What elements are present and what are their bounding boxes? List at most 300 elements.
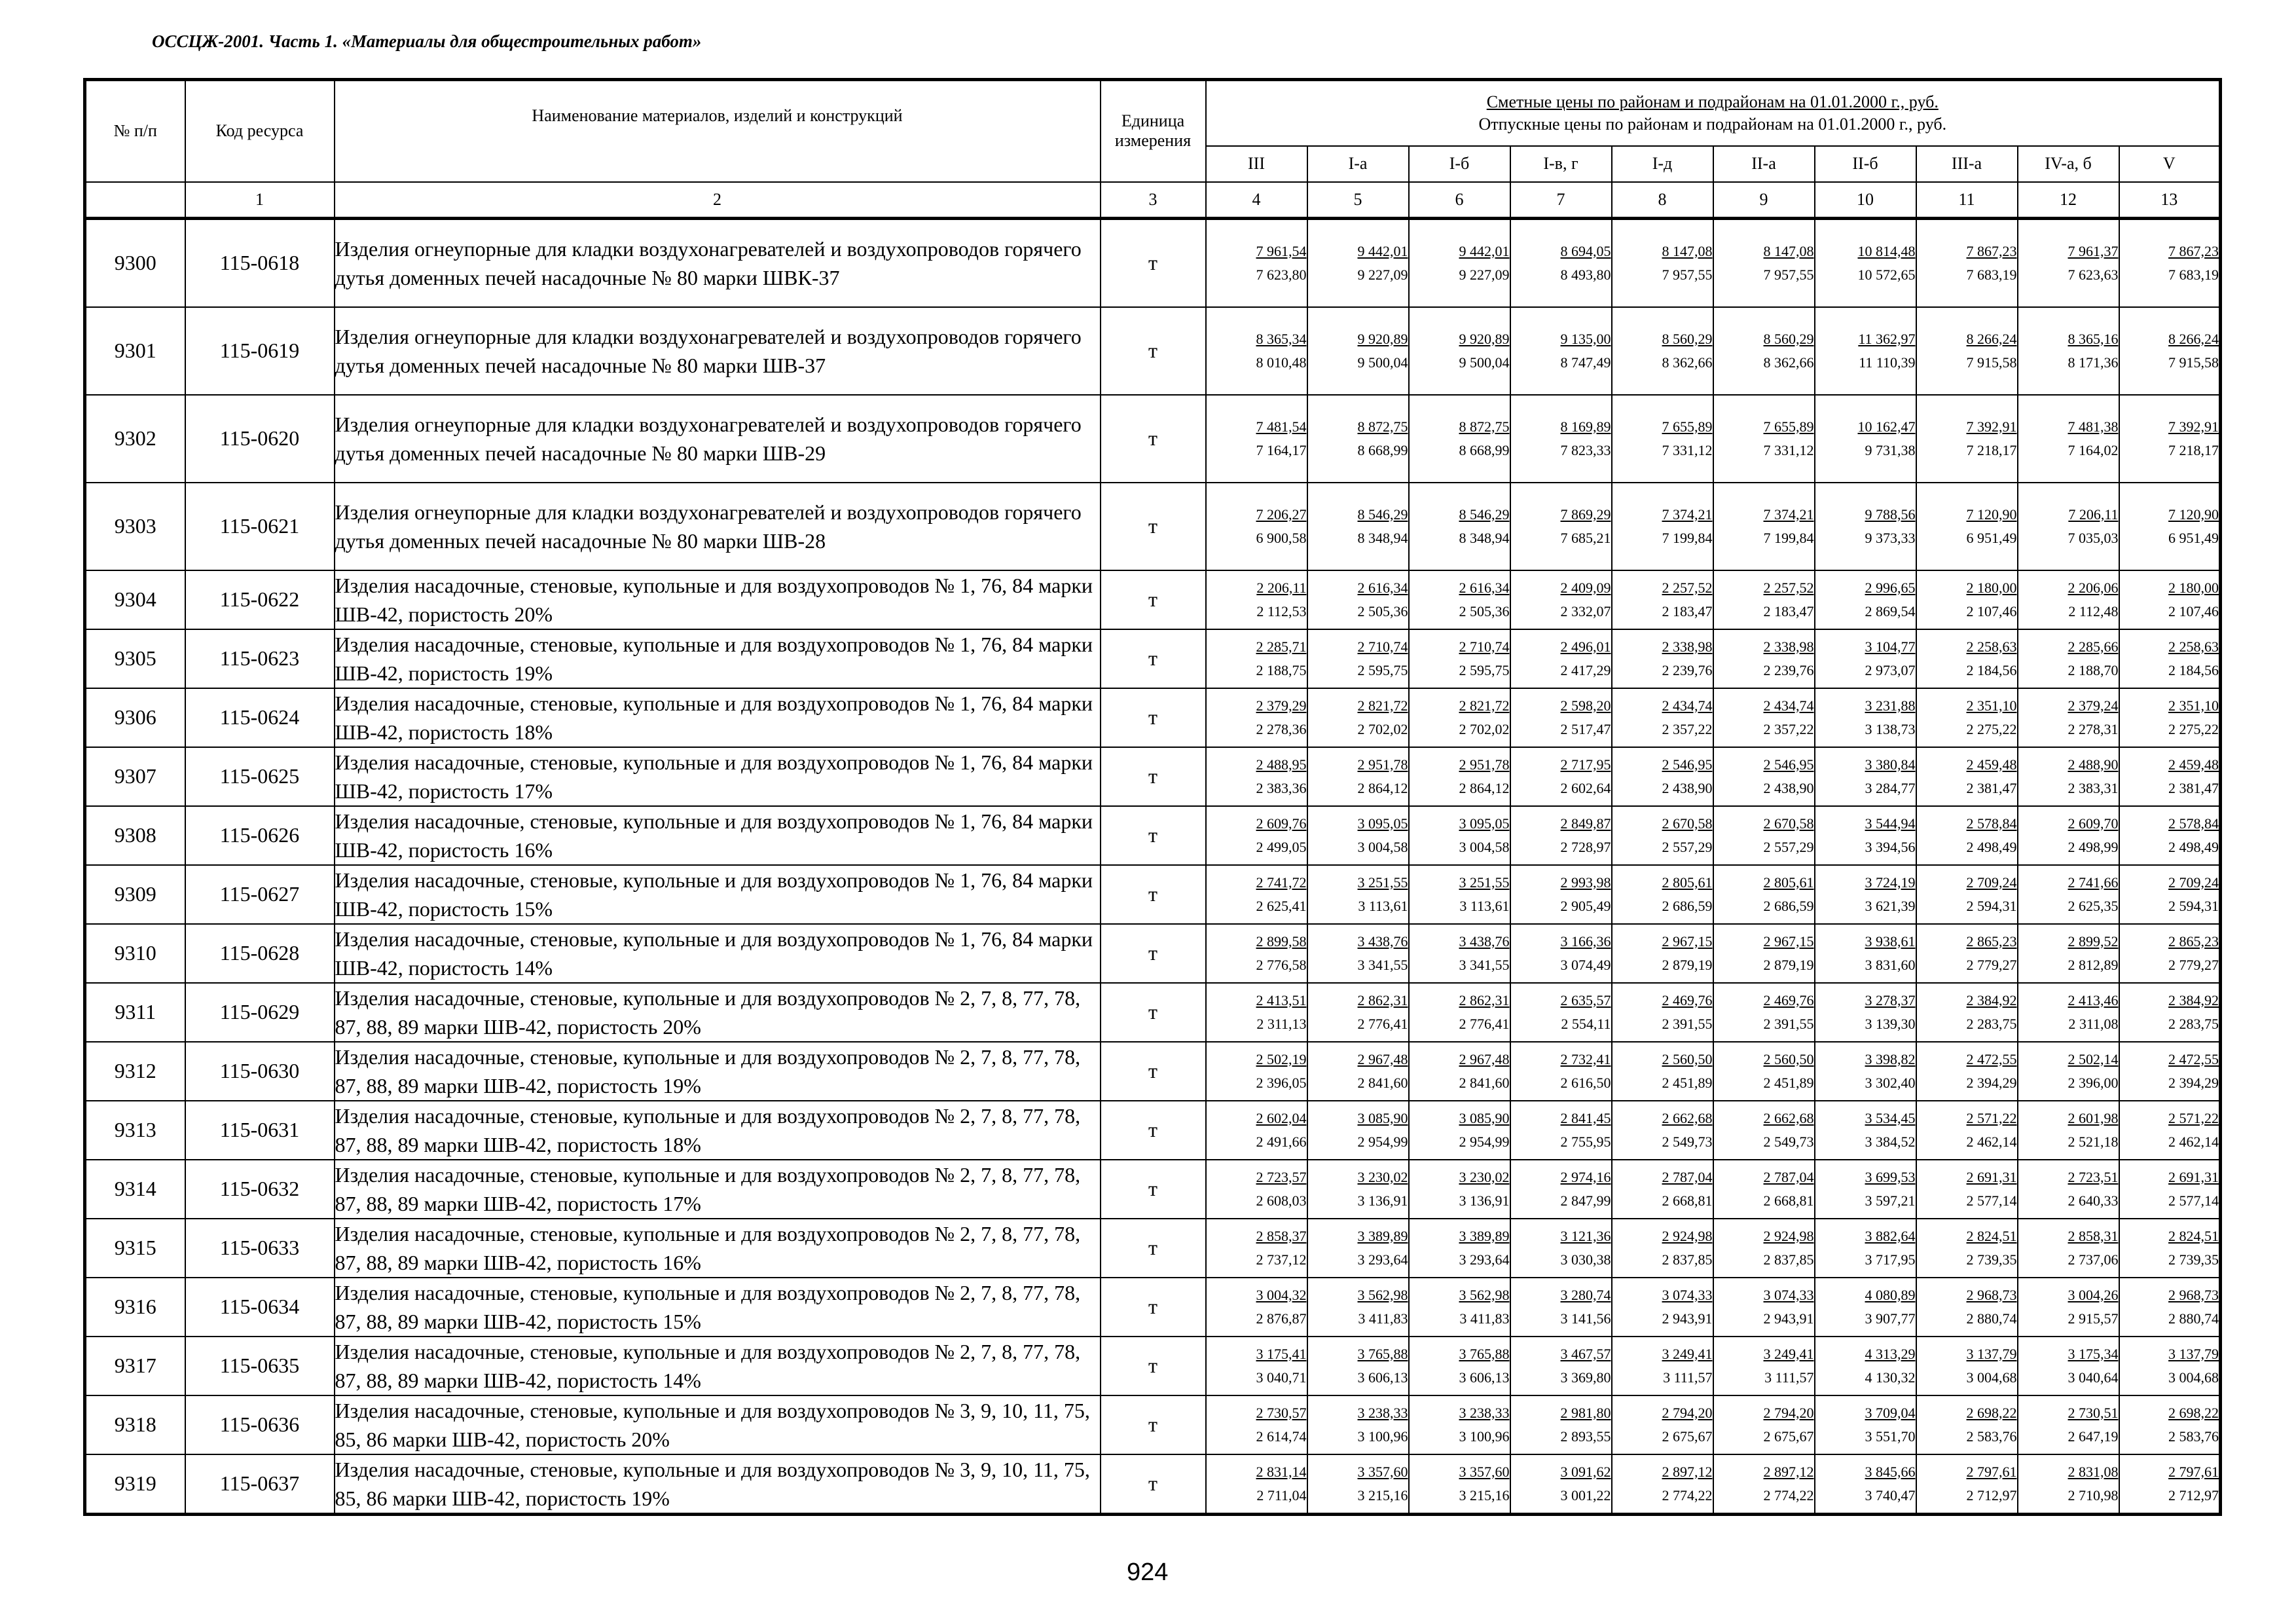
release-price: 2 311,08 <box>2068 1015 2119 1032</box>
release-price: 2 383,31 <box>2068 779 2119 796</box>
table-row <box>85 747 2221 806</box>
release-price: 2 879,19 <box>1763 956 1814 973</box>
release-price: 3 040,71 <box>1256 1369 1307 1386</box>
release-price: 2 357,22 <box>1662 720 1713 737</box>
estimated-price: 2 732,41 <box>1560 1050 1611 1067</box>
col-number: 4 <box>1206 182 1307 219</box>
material-name: Изделия насадочные, стеновые, купольные и для воздухопроводов № 2, 7, 8, 77, 78, 87, 88, 89 марки ШВ-42, пористость 17% <box>335 1160 1101 1219</box>
price-cell <box>1206 865 1307 924</box>
estimated-price: 2 206,11 <box>1256 579 1307 596</box>
estimated-price: 2 413,51 <box>1256 991 1307 1008</box>
price-cell <box>1307 218 1409 307</box>
price-cell <box>2119 395 2221 483</box>
header-region: II-а <box>1713 146 1815 182</box>
release-price: 3 411,83 <box>1459 1310 1510 1327</box>
estimated-price: 2 709,24 <box>2168 874 2219 891</box>
estimated-price: 8 872,75 <box>1459 418 1510 435</box>
estimated-price: 2 459,48 <box>2168 756 2219 773</box>
estimated-price: 2 821,72 <box>1459 697 1510 714</box>
col-number: 1 <box>185 182 335 219</box>
release-price: 2 557,29 <box>1763 838 1814 855</box>
estimated-price: 3 724,19 <box>1865 874 1916 891</box>
release-price: 2 394,29 <box>1966 1074 2017 1091</box>
row-number: 9307 <box>85 747 185 806</box>
release-price: 2 880,74 <box>2168 1310 2219 1327</box>
resource-code: 115-0625 <box>185 747 335 806</box>
row-number: 9312 <box>85 1042 185 1101</box>
release-price: 8 362,66 <box>1763 354 1814 371</box>
release-price: 3 394,56 <box>1865 838 1916 855</box>
release-price: 3 740,47 <box>1865 1486 1916 1504</box>
price-cell <box>1206 747 1307 806</box>
estimated-price: 2 469,76 <box>1662 991 1713 1008</box>
resource-code: 115-0619 <box>185 307 335 395</box>
col-number: 9 <box>1713 182 1815 219</box>
estimated-price: 2 924,98 <box>1662 1227 1713 1244</box>
release-price: 2 239,76 <box>1763 661 1814 678</box>
estimated-price: 2 206,06 <box>2068 579 2119 596</box>
release-price: 3 138,73 <box>1865 720 1916 737</box>
release-price: 2 779,27 <box>2168 956 2219 973</box>
release-price: 2 755,95 <box>1560 1133 1611 1150</box>
row-number: 9303 <box>85 483 185 570</box>
header-name: Наименование материалов, изделий и конструкций <box>335 80 1101 182</box>
material-name: Изделия насадочные, стеновые, купольные и для воздухопроводов № 1, 76, 84 марки ШВ-42, пористость 19% <box>335 629 1101 688</box>
unit-of-measure: т <box>1101 1337 1206 1395</box>
release-price: 3 111,57 <box>1663 1369 1713 1386</box>
price-cell <box>1307 806 1409 865</box>
release-price: 2 702,02 <box>1357 720 1408 737</box>
release-price: 2 583,76 <box>2168 1428 2219 1445</box>
price-cell <box>1612 747 1713 806</box>
price-cell <box>1510 747 1612 806</box>
price-cell <box>1409 1219 1510 1278</box>
price-cell <box>1510 1160 1612 1219</box>
header-unit: Единица измерения <box>1101 80 1206 182</box>
estimated-price: 2 730,57 <box>1256 1404 1307 1421</box>
release-price: 2 647,19 <box>2068 1428 2119 1445</box>
estimated-price: 2 967,15 <box>1662 932 1713 950</box>
release-price: 2 841,60 <box>1459 1074 1510 1091</box>
price-cell <box>1713 747 1815 806</box>
price-cell <box>1815 1337 1916 1395</box>
release-price: 7 957,55 <box>1763 266 1814 283</box>
row-number: 9316 <box>85 1278 185 1337</box>
resource-code: 115-0621 <box>185 483 335 570</box>
estimated-price: 8 872,75 <box>1357 418 1408 435</box>
price-cell <box>1307 629 1409 688</box>
price-cell <box>1916 1395 2018 1454</box>
release-price: 3 215,16 <box>1357 1486 1408 1504</box>
price-cell <box>1307 983 1409 1042</box>
estimated-price: 2 741,72 <box>1256 874 1307 891</box>
price-cell <box>1713 924 1815 983</box>
estimated-price: 3 230,02 <box>1459 1168 1510 1185</box>
release-price: 7 823,33 <box>1560 441 1611 458</box>
estimated-price: 2 662,68 <box>1763 1109 1814 1126</box>
estimated-price: 2 616,34 <box>1459 579 1510 596</box>
estimated-price: 2 821,72 <box>1357 697 1408 714</box>
release-price: 2 505,36 <box>1459 602 1510 619</box>
resource-code: 115-0623 <box>185 629 335 688</box>
release-price: 6 951,49 <box>1966 529 2017 546</box>
price-cell <box>2018 1395 2119 1454</box>
price-cell <box>1916 1337 2018 1395</box>
release-price: 2 595,75 <box>1357 661 1408 678</box>
estimated-price: 2 787,04 <box>1763 1168 1814 1185</box>
price-cell <box>1815 865 1916 924</box>
unit-of-measure: т <box>1101 629 1206 688</box>
price-cell <box>1409 395 1510 483</box>
price-cell <box>1510 1278 1612 1337</box>
header-region: I-в, г <box>1510 146 1612 182</box>
price-cell <box>1916 983 2018 1042</box>
release-price: 2 841,60 <box>1357 1074 1408 1091</box>
row-number: 9301 <box>85 307 185 395</box>
price-cell <box>1815 1454 1916 1515</box>
release-price: 2 739,35 <box>1966 1251 2017 1268</box>
price-cell <box>1916 865 2018 924</box>
price-cell <box>1916 1278 2018 1337</box>
estimated-price: 2 862,31 <box>1459 991 1510 1008</box>
estimated-price: 3 251,55 <box>1459 874 1510 891</box>
price-cell <box>1916 307 2018 395</box>
price-cell <box>1815 1042 1916 1101</box>
release-price: 2 188,75 <box>1256 661 1307 678</box>
release-price: 2 847,99 <box>1560 1192 1611 1209</box>
estimated-price: 3 074,33 <box>1763 1286 1814 1303</box>
release-price: 3 621,39 <box>1865 897 1916 914</box>
material-name: Изделия огнеупорные для кладки воздухонагревателей и воздухопроводов горячего дутья доменных печей насадочные № 80 марки ШВ-37 <box>335 307 1101 395</box>
estimated-price: 2 546,95 <box>1763 756 1814 773</box>
estimated-price: 2 797,61 <box>1966 1463 2017 1480</box>
col-number: 10 <box>1815 182 1916 219</box>
release-price: 2 774,22 <box>1662 1486 1713 1504</box>
price-cell <box>1409 1160 1510 1219</box>
estimated-price: 2 670,58 <box>1763 815 1814 832</box>
estimated-price: 2 571,22 <box>1966 1109 2017 1126</box>
price-cell <box>1510 1337 1612 1395</box>
estimated-price: 7 392,91 <box>1966 418 2017 435</box>
estimated-price: 7 867,23 <box>2168 242 2219 259</box>
price-cell <box>1713 1042 1815 1101</box>
estimated-price: 2 384,92 <box>1966 991 2017 1008</box>
estimated-price: 2 571,22 <box>2168 1109 2219 1126</box>
estimated-price: 2 787,04 <box>1662 1168 1713 1185</box>
release-price: 2 107,46 <box>1966 602 2017 619</box>
estimated-price: 11 362,97 <box>1858 330 1916 347</box>
price-cell <box>1409 570 1510 629</box>
release-price: 2 640,33 <box>2068 1192 2119 1209</box>
price-table <box>83 78 2222 1516</box>
unit-of-measure: т <box>1101 570 1206 629</box>
price-cell <box>2119 865 2221 924</box>
price-cell <box>1206 1160 1307 1219</box>
release-price: 2 915,57 <box>2068 1310 2119 1327</box>
release-price: 6 900,58 <box>1256 529 1307 546</box>
material-name: Изделия огнеупорные для кладки воздухонагревателей и воздухопроводов горячего дутья доменных печей насадочные № 80 марки ШВ-28 <box>335 483 1101 570</box>
release-price: 2 188,70 <box>2068 661 2119 678</box>
price-cell <box>2119 307 2221 395</box>
price-cell <box>1815 1160 1916 1219</box>
price-cell <box>1206 395 1307 483</box>
estimated-price: 2 560,50 <box>1763 1050 1814 1067</box>
release-price: 3 215,16 <box>1459 1486 1510 1504</box>
estimated-price: 3 095,05 <box>1357 815 1408 832</box>
estimated-price: 3 765,88 <box>1357 1345 1408 1362</box>
price-cell <box>1307 570 1409 629</box>
release-price: 2 557,29 <box>1662 838 1713 855</box>
release-price: 2 614,74 <box>1256 1428 1307 1445</box>
estimated-price: 2 805,61 <box>1763 874 1814 891</box>
col-number: 5 <box>1307 182 1409 219</box>
release-price: 2 381,47 <box>1966 779 2017 796</box>
release-price: 2 462,14 <box>2168 1133 2219 1150</box>
table-row <box>85 806 2221 865</box>
release-price: 3 004,58 <box>1357 838 1408 855</box>
estimated-price: 4 080,89 <box>1865 1286 1916 1303</box>
release-price: 2 499,05 <box>1256 838 1307 855</box>
table-row <box>85 1278 2221 1337</box>
table-row <box>85 1160 2221 1219</box>
estimated-price: 2 981,80 <box>1560 1404 1611 1421</box>
estimated-price: 7 374,21 <box>1662 506 1713 523</box>
table-row <box>85 307 2221 395</box>
estimated-price: 2 258,63 <box>1966 638 2017 655</box>
row-number: 9305 <box>85 629 185 688</box>
price-cell <box>1713 483 1815 570</box>
price-cell <box>1510 1101 1612 1160</box>
estimated-price: 7 481,38 <box>2068 418 2119 435</box>
release-price: 2 776,58 <box>1256 956 1307 973</box>
estimated-price: 2 831,08 <box>2068 1463 2119 1480</box>
release-price: 2 710,98 <box>2068 1486 2119 1504</box>
estimated-price: 3 709,04 <box>1865 1404 1916 1421</box>
release-price: 2 451,89 <box>1662 1074 1713 1091</box>
release-price: 3 040,64 <box>2068 1369 2119 1386</box>
estimated-price: 2 351,10 <box>1966 697 2017 714</box>
price-cell <box>2018 1042 2119 1101</box>
price-cell <box>1206 1219 1307 1278</box>
release-price: 2 602,64 <box>1560 779 1611 796</box>
release-price: 7 164,02 <box>2068 441 2119 458</box>
price-cell <box>1815 1278 1916 1337</box>
price-cell <box>1713 1454 1815 1515</box>
release-price: 7 331,12 <box>1763 441 1814 458</box>
estimated-price: 3 562,98 <box>1459 1286 1510 1303</box>
release-price: 2 973,07 <box>1865 661 1916 678</box>
header-region: V <box>2119 146 2221 182</box>
price-cell <box>1307 1042 1409 1101</box>
estimated-price: 4 313,29 <box>1865 1345 1916 1362</box>
release-price: 2 391,55 <box>1763 1015 1814 1032</box>
estimated-price: 2 841,45 <box>1560 1109 1611 1126</box>
release-price: 3 341,55 <box>1357 956 1408 973</box>
price-cell <box>1307 688 1409 747</box>
estimated-price: 3 357,60 <box>1357 1463 1408 1480</box>
unit-of-measure: т <box>1101 1160 1206 1219</box>
release-price: 7 199,84 <box>1662 529 1713 546</box>
material-name: Изделия огнеупорные для кладки воздухонагревателей и воздухопроводов горячего дутья доменных печей насадочные № 80 марки ШВК-37 <box>335 218 1101 307</box>
release-price: 9 731,38 <box>1865 441 1916 458</box>
row-number: 9318 <box>85 1395 185 1454</box>
release-price: 2 381,47 <box>2168 779 2219 796</box>
estimated-price: 2 338,98 <box>1763 638 1814 655</box>
price-cell <box>1713 983 1815 1042</box>
unit-of-measure: т <box>1101 1042 1206 1101</box>
price-cell <box>1510 1454 1612 1515</box>
estimated-price: 3 938,61 <box>1865 932 1916 950</box>
price-cell <box>1409 629 1510 688</box>
price-cell <box>1713 395 1815 483</box>
release-price: 2 686,59 <box>1662 897 1713 914</box>
material-name: Изделия насадочные, стеновые, купольные и для воздухопроводов № 3, 9, 10, 11, 75, 85, 86 марки ШВ-42, пористость 19% <box>335 1454 1101 1515</box>
estimated-price: 7 206,11 <box>2068 506 2119 523</box>
release-price: 2 417,29 <box>1560 661 1611 678</box>
release-price: 3 293,64 <box>1459 1251 1510 1268</box>
price-cell <box>2018 688 2119 747</box>
estimated-price: 2 797,61 <box>2168 1463 2219 1480</box>
estimated-price: 7 655,89 <box>1763 418 1814 435</box>
estimated-price: 2 409,09 <box>1560 579 1611 596</box>
price-cell <box>1815 1395 1916 1454</box>
estimated-price: 3 882,64 <box>1865 1227 1916 1244</box>
estimated-price: 2 897,12 <box>1662 1463 1713 1480</box>
price-cell <box>1510 1395 1612 1454</box>
estimated-price: 3 389,89 <box>1459 1227 1510 1244</box>
price-cell <box>2119 747 2221 806</box>
estimated-price: 3 251,55 <box>1357 874 1408 891</box>
price-cell <box>1612 395 1713 483</box>
release-price: 8 668,99 <box>1357 441 1408 458</box>
material-name: Изделия насадочные, стеновые, купольные и для воздухопроводов № 3, 9, 10, 11, 75, 85, 86 марки ШВ-42, пористость 20% <box>335 1395 1101 1454</box>
release-price: 3 004,68 <box>1966 1369 2017 1386</box>
col-number-blank <box>85 182 185 219</box>
material-name: Изделия насадочные, стеновые, купольные и для воздухопроводов № 2, 7, 8, 77, 78, 87, 88, 89 марки ШВ-42, пористость 14% <box>335 1337 1101 1395</box>
release-price: 3 139,30 <box>1865 1015 1916 1032</box>
row-number: 9313 <box>85 1101 185 1160</box>
price-cell <box>1409 924 1510 983</box>
release-price: 2 712,97 <box>2168 1486 2219 1504</box>
price-cell <box>1307 1395 1409 1454</box>
estimated-price: 2 258,63 <box>2168 638 2219 655</box>
table-row <box>85 629 2221 688</box>
price-cell <box>1916 806 2018 865</box>
price-cell <box>1510 307 1612 395</box>
price-cell <box>2119 570 2221 629</box>
price-cell <box>2018 983 2119 1042</box>
estimated-price: 2 723,57 <box>1256 1168 1307 1185</box>
release-price: 2 498,49 <box>2168 838 2219 855</box>
release-price: 2 462,14 <box>1966 1133 2017 1150</box>
price-cell <box>2119 1454 2221 1515</box>
estimated-price: 3 238,33 <box>1357 1404 1408 1421</box>
release-price: 2 711,04 <box>1256 1486 1307 1504</box>
resource-code: 115-0637 <box>185 1454 335 1515</box>
release-price: 2 625,35 <box>2068 897 2119 914</box>
release-price: 3 907,77 <box>1865 1310 1916 1327</box>
estimated-price: 2 951,78 <box>1357 756 1408 773</box>
estimated-price: 2 598,20 <box>1560 697 1611 714</box>
unit-of-measure: т <box>1101 1101 1206 1160</box>
row-number: 9315 <box>85 1219 185 1278</box>
estimated-price: 10 162,47 <box>1857 418 1916 435</box>
release-price: 7 685,21 <box>1560 529 1611 546</box>
estimated-price: 2 560,50 <box>1662 1050 1713 1067</box>
price-cell <box>1510 395 1612 483</box>
estimated-price: 3 121,36 <box>1560 1227 1611 1244</box>
estimated-price: 3 074,33 <box>1662 1286 1713 1303</box>
release-price: 2 702,02 <box>1459 720 1510 737</box>
estimated-price: 2 546,95 <box>1662 756 1713 773</box>
price-cell <box>1916 1219 2018 1278</box>
release-price: 7 331,12 <box>1662 441 1713 458</box>
price-cell <box>2018 629 2119 688</box>
price-cell <box>1409 983 1510 1042</box>
price-cell <box>1612 806 1713 865</box>
resource-code: 115-0620 <box>185 395 335 483</box>
header-code: Код ресурса <box>185 80 335 182</box>
release-price: 2 451,89 <box>1763 1074 1814 1091</box>
release-price: 2 837,85 <box>1763 1251 1814 1268</box>
release-price: 2 893,55 <box>1560 1428 1611 1445</box>
price-cell <box>1916 483 2018 570</box>
price-cell <box>1206 570 1307 629</box>
estimated-price: 2 897,12 <box>1763 1463 1814 1480</box>
resource-code: 115-0630 <box>185 1042 335 1101</box>
release-price: 2 438,90 <box>1763 779 1814 796</box>
release-price: 2 608,03 <box>1256 1192 1307 1209</box>
release-price: 11 110,39 <box>1859 354 1916 371</box>
release-price: 9 500,04 <box>1357 354 1408 371</box>
price-cell <box>1206 483 1307 570</box>
estimated-price: 7 961,54 <box>1256 242 1307 259</box>
price-cell <box>2119 806 2221 865</box>
release-price: 2 278,36 <box>1256 720 1307 737</box>
release-price: 3 384,52 <box>1865 1133 1916 1150</box>
estimated-price: 3 137,79 <box>2168 1345 2219 1362</box>
release-price: 2 864,12 <box>1459 779 1510 796</box>
price-cell <box>1510 218 1612 307</box>
release-price: 2 112,53 <box>1256 602 1307 619</box>
estimated-price: 2 180,00 <box>1966 579 2017 596</box>
release-price: 8 348,94 <box>1459 529 1510 546</box>
release-price: 2 549,73 <box>1763 1133 1814 1150</box>
price-cell <box>1815 570 1916 629</box>
price-cell <box>1206 1101 1307 1160</box>
price-cell <box>1612 1278 1713 1337</box>
release-price: 2 737,06 <box>2068 1251 2119 1268</box>
estimated-price: 2 993,98 <box>1560 874 1611 891</box>
release-price: 8 348,94 <box>1357 529 1408 546</box>
release-price: 3 293,64 <box>1357 1251 1408 1268</box>
material-name: Изделия насадочные, стеновые, купольные и для воздухопроводов № 2, 7, 8, 77, 78, 87, 88, 89 марки ШВ-42, пористость 15% <box>335 1278 1101 1337</box>
resource-code: 115-0631 <box>185 1101 335 1160</box>
estimated-price: 2 496,01 <box>1560 638 1611 655</box>
price-cell <box>2119 483 2221 570</box>
release-price: 9 500,04 <box>1459 354 1510 371</box>
col-number: 6 <box>1409 182 1510 219</box>
resource-code: 115-0635 <box>185 1337 335 1395</box>
material-name: Изделия насадочные, стеновые, купольные и для воздухопроводов № 1, 76, 84 марки ШВ-42, пористость 18% <box>335 688 1101 747</box>
estimated-price: 3 845,66 <box>1865 1463 1916 1480</box>
price-cell <box>2018 307 2119 395</box>
price-cell <box>1612 218 1713 307</box>
release-price: 2 668,81 <box>1662 1192 1713 1209</box>
table-row <box>85 1454 2221 1515</box>
estimated-price: 2 967,48 <box>1357 1050 1408 1067</box>
estimated-price: 9 788,56 <box>1865 506 1916 523</box>
